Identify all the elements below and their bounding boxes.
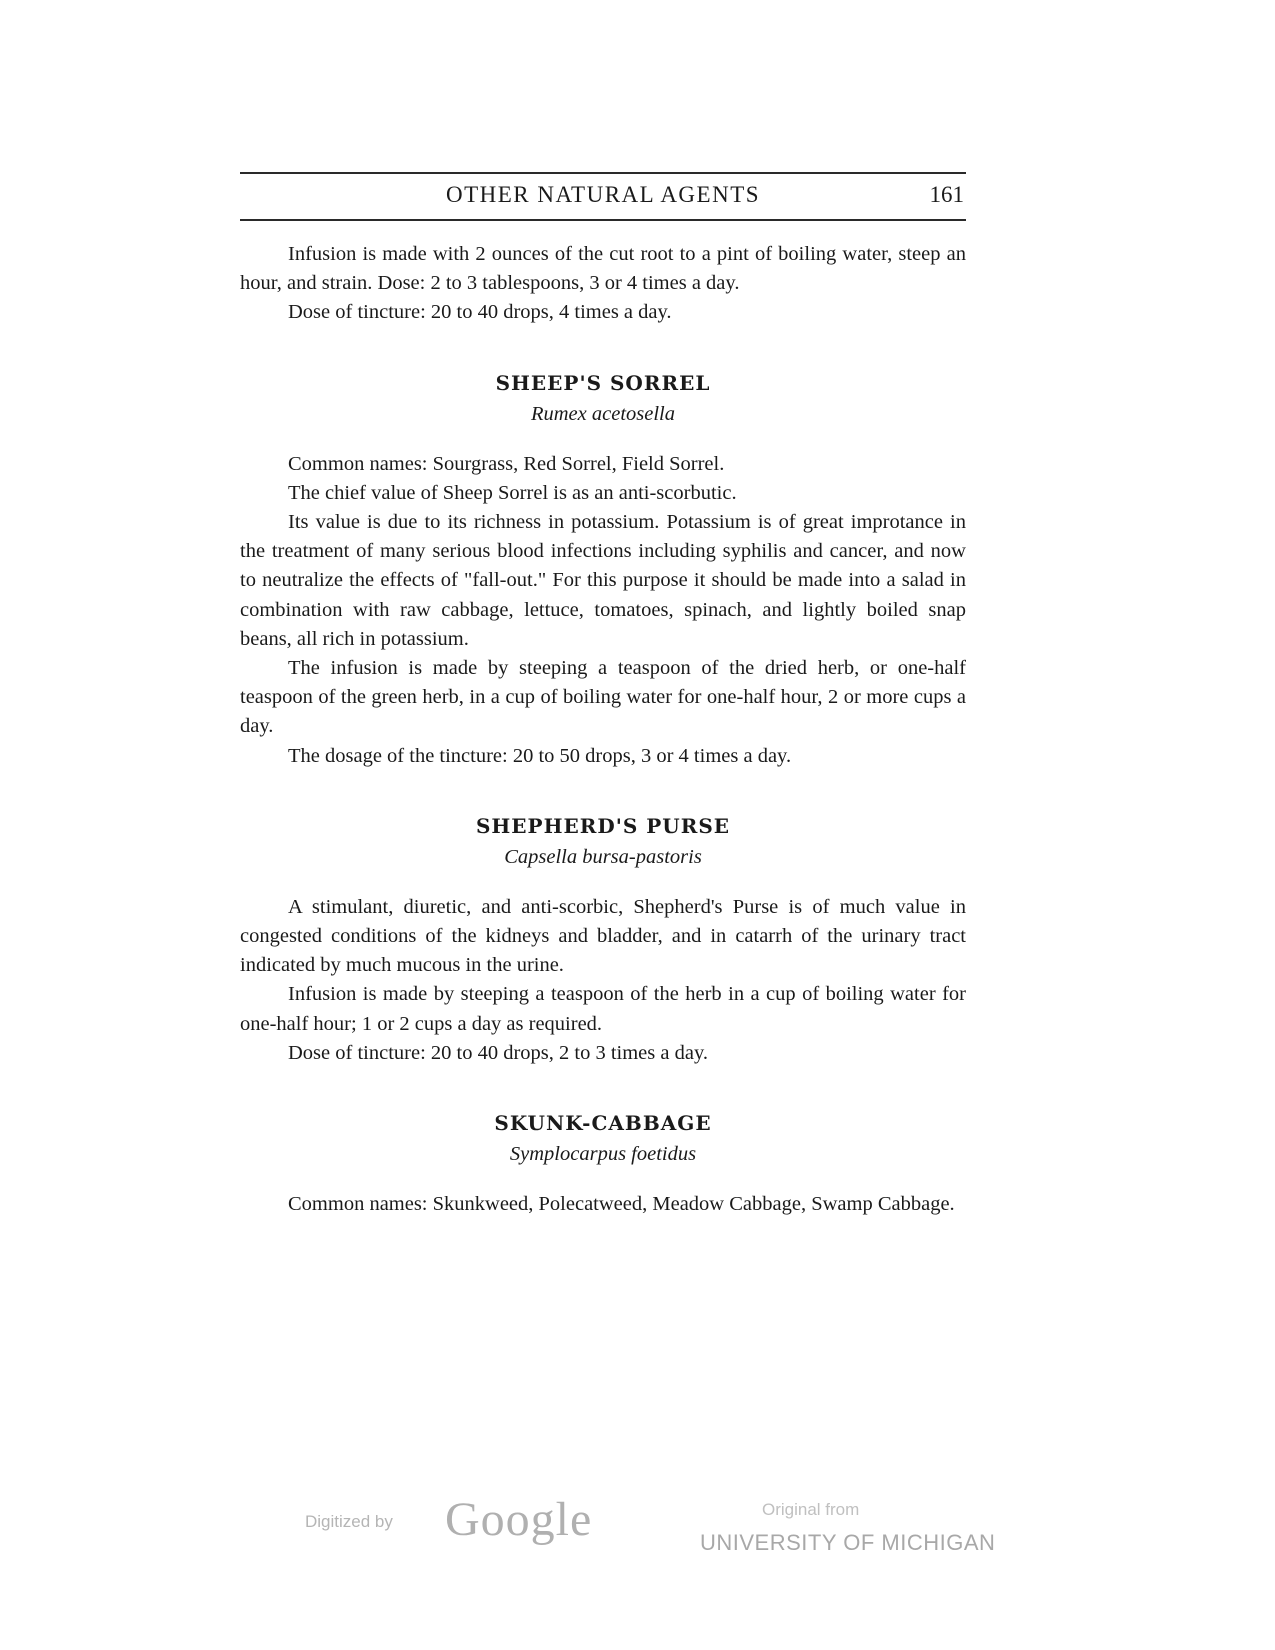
intro-block [240, 240, 966, 328]
original-from-label: Original from [762, 1500, 860, 1519]
paragraph: Infusion is made with 2 ounces of the cut root to a pint of boiling water, steep an hour, and strain. Dose: 2 to 3 tablespoons, 3 or 4 times a day. [240, 243, 966, 295]
paragraph: Its value is due to its richness in potassium. Potassium is of great improtance in the treatment of many serious blood infections including syphilis and cancer, and now to neutralize the effects of "fall-out." For this purpose it should be made into a salad in combination with raw cabbage, lettuce, tomatoes, spinach, and lightly boiled snap beans, all rich in potassium. [240, 511, 966, 650]
paragraph: The chief value of Sheep Sorrel is as an anti-scorbutic. [288, 481, 737, 504]
section-sheeps-sorrel [240, 368, 966, 771]
paragraph: The infusion is made by steeping a teaspoon of the dried herb, or one-half teaspoon of the green herb, in a cup of boiling water for one-half hour, 2 or more cups a day. [240, 657, 966, 738]
section-title: SHEPHERD'S PURSE [475, 813, 731, 838]
paragraph: A stimulant, diuretic, and anti-scorbic, Shepherd's Purse is of much value in congested conditions of the kidneys and bladder, and in catarrh of the urinary tract indicated by much mucous in the urine. [240, 895, 966, 977]
university-label: UNIVERSITY OF MICHIGAN [700, 1530, 996, 1555]
page-header [240, 172, 966, 221]
digitized-by-label: Digitized by [305, 1512, 393, 1531]
section-title: SHEEP'S SORREL [495, 370, 711, 395]
section-skunk-cabbage [240, 1108, 966, 1219]
latin-name: Capsella bursa-pastoris [504, 845, 702, 868]
paragraph: Dose of tincture: 20 to 40 drops, 2 to 3 times a day. [288, 1041, 708, 1064]
latin-name: Symplocarpus foetidus [509, 1143, 697, 1166]
section-title: SKUNK-CABBAGE [494, 1111, 712, 1136]
paragraph: Dose of tincture: 20 to 40 drops, 4 times a day. [288, 301, 672, 324]
section-shepherds-purse [240, 811, 966, 1068]
running-head: OTHER NATURAL AGENTS [445, 182, 761, 207]
google-logo: Google [445, 1493, 593, 1546]
paragraph: Common names: Sourgrass, Red Sorrel, Field Sorrel. [288, 452, 725, 475]
page-number: 161 [929, 182, 964, 207]
paragraph: The dosage of the tincture: 20 to 50 drops, 3 or 4 times a day. [288, 744, 792, 767]
page-content [240, 240, 966, 1219]
paragraph: Common names: Skunkweed, Polecatweed, Meadow Cabbage, Swamp Cabbage. [288, 1193, 955, 1216]
latin-name: Rumex acetosella [530, 402, 675, 425]
paragraph: Infusion is made by steeping a teaspoon of the herb in a cup of boiling water for one-half hour; 1 or 2 cups a day as required. [240, 983, 966, 1035]
